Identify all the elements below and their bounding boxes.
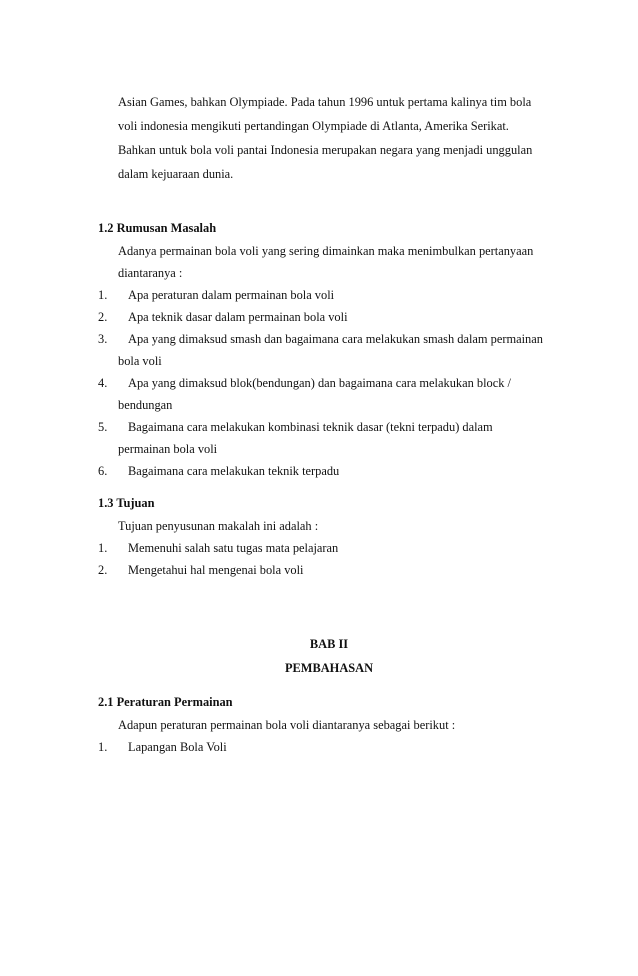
list-item-number: 2. (98, 310, 108, 324)
list-item-number: 4. (98, 376, 108, 390)
list-item-text: Bagaimana cara melakukan kombinasi teknik dasar (tekni terpadu) dalam (128, 420, 493, 434)
paragraph-line: Bahkan untuk bola voli pantai Indonesia merupakan negara yang menjadi unggulan (118, 143, 533, 157)
section-heading: 1.2 Rumusan Masalah (98, 221, 217, 235)
list-item-number: 1. (98, 541, 108, 555)
list-item-number: 3. (98, 332, 108, 346)
list-item-number: 6. (98, 464, 108, 478)
section-heading: 2.1 Peraturan Permainan (98, 695, 233, 709)
list-item-text: Apa yang dimaksud smash dan bagaimana cara melakukan smash dalam permainan (128, 332, 543, 346)
list-item-number: 2. (98, 563, 108, 577)
section-heading: 1.3 Tujuan (98, 496, 155, 510)
list-item-continuation: bola voli (118, 354, 162, 368)
list-item-number: 1. (98, 740, 108, 754)
paragraph-line: diantaranya : (118, 266, 183, 280)
list-item-continuation: bendungan (118, 398, 173, 412)
list-item-continuation: permainan bola voli (118, 442, 218, 456)
list-item-text: Mengetahui hal mengenai bola voli (128, 563, 304, 577)
list-item-number: 1. (98, 288, 108, 302)
list-item-text: Apa peraturan dalam permainan bola voli (128, 288, 335, 302)
paragraph-line: Tujuan penyusunan makalah ini adalah : (118, 519, 319, 533)
list-item-text: Lapangan Bola Voli (128, 740, 227, 754)
paragraph-line: Adanya permainan bola voli yang sering dimainkan maka menimbulkan pertanyaan (118, 244, 534, 258)
paragraph-line: dalam kejuaraan dunia. (118, 167, 234, 181)
list-item-number: 5. (98, 420, 108, 434)
list-item-text: Bagaimana cara melakukan teknik terpadu (128, 464, 340, 478)
list-item-text: Memenuhi salah satu tugas mata pelajaran (128, 541, 339, 555)
chapter-title: BAB II (309, 637, 349, 651)
paragraph-line: Adapun peraturan permainan bola voli diantaranya sebagai berikut : (118, 718, 456, 732)
list-item-text: Apa teknik dasar dalam permainan bola voli (128, 310, 348, 324)
list-item-text: Apa yang dimaksud blok(bendungan) dan bagaimana cara melakukan block / (128, 376, 511, 390)
paragraph-line: Asian Games, bahkan Olympiade. Pada tahun 1996 untuk pertama kalinya tim bola (118, 95, 532, 109)
paragraph-line: voli indonesia mengikuti pertandingan Olympiade di Atlanta, Amerika Serikat. (118, 119, 509, 133)
chapter-subtitle: PEMBAHASAN (284, 661, 374, 675)
